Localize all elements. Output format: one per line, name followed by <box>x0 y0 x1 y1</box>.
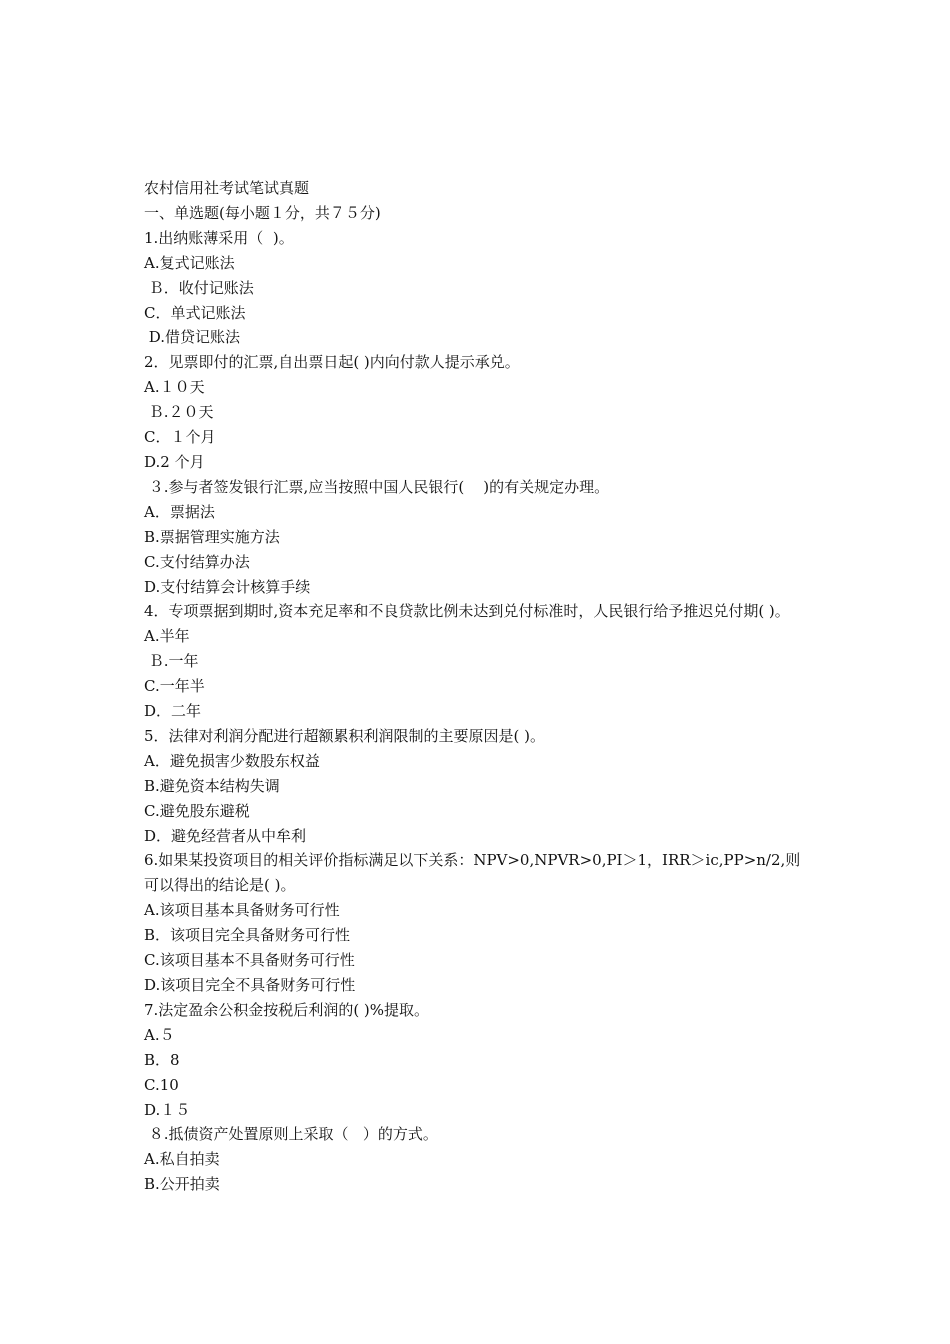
question-7-option-c: C.10 <box>144 1075 179 1094</box>
question-2-option-a: A.１０天 <box>144 378 205 397</box>
question-7-option-b: B．8 <box>144 1050 180 1069</box>
question-8: ８.抵债资产处置原则上采取（ ）的方式。 <box>144 1125 438 1144</box>
question-5-option-c: C.避免股东避税 <box>144 801 250 820</box>
question-3-option-d: D.支付结算会计核算手续 <box>144 577 311 596</box>
question-8-option-b: B.公开拍卖 <box>144 1175 220 1194</box>
question-2-option-d: D.2 个月 <box>144 452 205 471</box>
question-5: 5．法律对利润分配进行超额累积利润限制的主要原因是( )。 <box>144 726 546 745</box>
document-body <box>144 176 814 1197</box>
question-1-option-c: C．单式记账法 <box>144 303 246 322</box>
question-6-option-b: B．该项目完全具备财务可行性 <box>144 926 351 945</box>
question-2-option-c: C．１个月 <box>144 428 216 447</box>
question-7: 7.法定盈余公积金按税后利润的( )%提取。 <box>144 1000 430 1019</box>
question-1-option-a: A.复式记账法 <box>144 253 235 272</box>
question-7-option-a: A.５ <box>144 1025 175 1044</box>
question-6-option-c: C.该项目基本不具备财务可行性 <box>144 951 355 970</box>
question-6: 6.如果某投资项目的相关评价指标满足以下关系：NPV>0,NPVR>0,PI＞1，IRR＞ic,PP>n/2,则可以得出的结论是( )。 <box>144 851 801 895</box>
question-3: ３.参与者签发银行汇票,应当按照中国人民银行( )的有关规定办理。 <box>144 477 610 496</box>
question-3-option-b: B.票据管理实施方法 <box>144 527 280 546</box>
question-6-option-d: D.该项目完全不具备财务可行性 <box>144 976 356 994</box>
question-2-option-b: Ｂ.２０天 <box>144 403 214 422</box>
question-5-option-a: A．避免损害少数股东权益 <box>144 751 320 770</box>
question-7-option-d: D.１５ <box>144 1100 191 1119</box>
document-title: 农村信用社考试笔试真题 <box>144 179 310 197</box>
question-4-option-c: C.一年半 <box>144 677 205 696</box>
question-4-option-b: Ｂ.一年 <box>144 652 199 671</box>
question-5-option-b: B.避免资本结构失调 <box>144 776 280 795</box>
question-5-option-d: D．避免经营者从中牟利 <box>144 826 307 845</box>
question-6-option-a: A.该项目基本具备财务可行性 <box>144 901 340 920</box>
question-3-option-c: C.支付结算办法 <box>144 552 250 571</box>
section-heading: 一、单选题(每小题１分，共７５分) <box>144 203 381 222</box>
question-4-option-a: A.半年 <box>144 627 190 646</box>
question-4-option-d: D．二年 <box>144 702 202 721</box>
question-1: 1.出纳账薄采用（ )。 <box>144 228 294 247</box>
question-2: 2．见票即付的汇票,自出票日起( )内向付款人提示承兑。 <box>144 353 520 372</box>
question-3-option-a: A．票据法 <box>144 502 215 521</box>
question-1-option-d: D.借贷记账法 <box>144 328 241 347</box>
question-8-option-a: A.私自拍卖 <box>144 1150 220 1169</box>
question-1-option-b: Ｂ．收付记账法 <box>144 278 254 297</box>
question-4: 4．专项票据到期时,资本充足率和不良贷款比例未达到兑付标准时，人民银行给予推迟兑付期( )。 <box>144 602 790 621</box>
